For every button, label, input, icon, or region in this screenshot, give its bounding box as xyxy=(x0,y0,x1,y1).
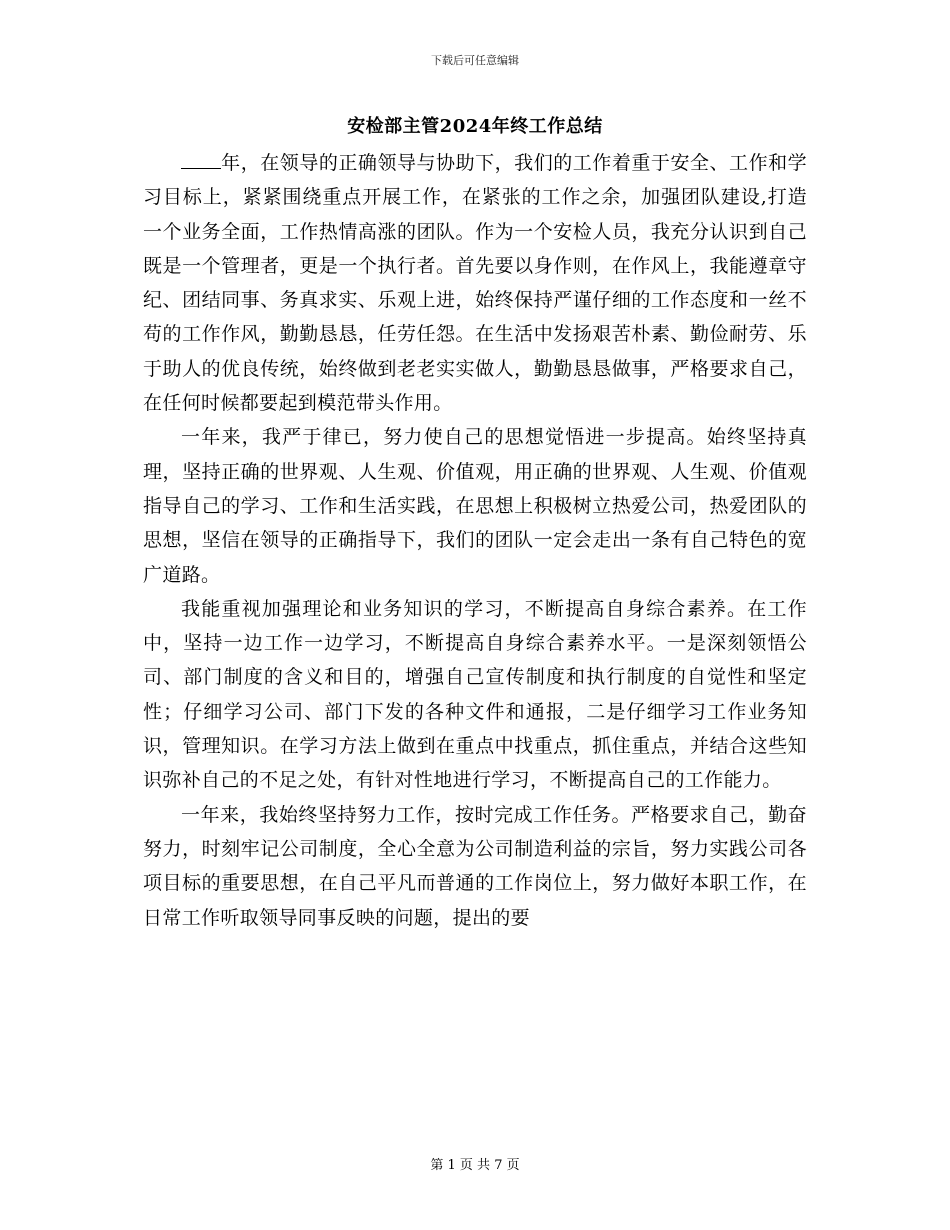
paragraph-text: 年，在领导的正确领导与协助下，我们的工作着重于安全、工作和学习目标上，紧紧围绕重点开展工作，在紧张的工作之余，加强团队建设,打造一个业务全面，工作热情高涨的团队。作为一个安检人员，我充分认识到自己既是一个管理者，更是一个执行者。首先要以身作则，在作风上，我能遵章守纪、团结同事、务真求实、乐观上进，始终保持严谨仔细的工作态度和一丝不苟的工作作风，勤勤恳恳，任劳任怨。在生活中发扬艰苦朴素、勤俭耐劳、乐于助人的优良传统，始终做到老老实实做人，勤勤恳恳做事，严格要求自己，在任何时候都要起到模范带头作用。 xyxy=(143,152,807,415)
document-title: 安检部主管2024年终工作总结 xyxy=(347,116,603,137)
body-paragraph: 一年来，我严于律已，努力使自己的思想觉悟进一步提高。始终坚持真理，坚持正确的世界观、人生观、价值观，用正确的世界观、人生观、价值观指导自己的学习、工作和生活实践，在思想上积极树立热爱公司，热爱团队的思想，坚信在领导的正确指导下，我们的团队一定会走出一条有自己特色的宽广道路。 xyxy=(143,426,807,586)
page-header-note: 下载后可任意编辑 xyxy=(431,54,519,67)
body-paragraph: 一年来，我始终坚持努力工作，按时完成工作任务。严格要求自己，勤奋努力，时刻牢记公司制度，全心全意为公司制造利益的宗旨，努力实践公司各项目标的重要思想，在自己平凡而普通的工作岗位上，努力做好本职工作，在日常工作听取领导同事反映的问题，提出的要 xyxy=(143,803,807,929)
document-body xyxy=(143,146,807,935)
fill-in-blank xyxy=(181,152,221,169)
page-number-footer: 第 1 页 共 7 页 xyxy=(430,1158,520,1173)
body-paragraph: 我能重视加强理论和业务知识的学习，不断提高自身综合素养。在工作中，坚持一边工作一边学习，不断提高自身综合素养水平。一是深刻领悟公司、部门制度的含义和目的，增强自己宣传制度和执行制度的自觉性和坚定性；仔细学习公司、部门下发的各种文件和通报，二是仔细学习工作业务知识，管理知识。在学习方法上做到在重点中找重点，抓住重点，并结合这些知识弥补自己的不足之处，有针对性地进行学习，不断提高自己的工作能力。 xyxy=(143,597,807,792)
body-paragraph xyxy=(143,146,807,420)
